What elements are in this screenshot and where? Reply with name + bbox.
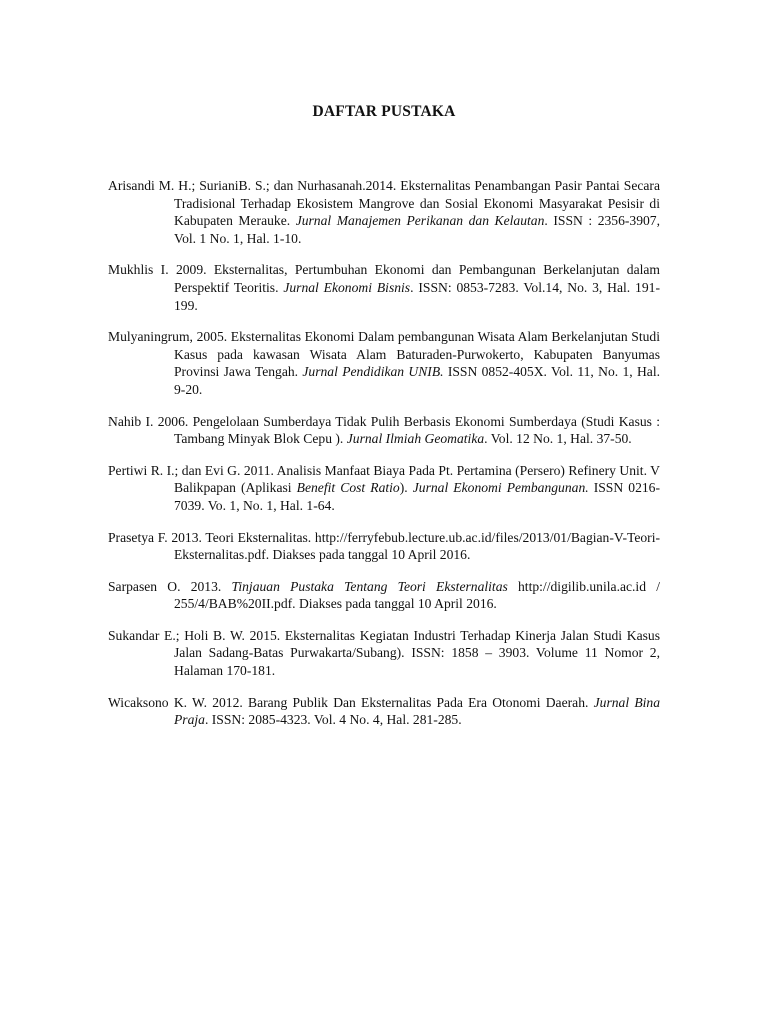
reference-entry [108, 261, 660, 314]
reference-journal: Jurnal Manajemen Perikanan dan Kelautan [295, 213, 545, 229]
reference-text-mid: ). [399, 480, 413, 496]
reference-details: . ISSN: 2085-4323. Vol. 4 No. 4, Hal. 281-285. [204, 712, 462, 728]
reference-text: Wicaksono K. W. 2012. Barang Publik Dan Eksternalitas Pada Era Otonomi Daerah. [108, 694, 594, 710]
reference-details: ISSN 0216-7039. Vo. 1, No. 1, Hal. 1-64. [174, 480, 660, 513]
reference-text: Sukandar E.; Holi B. W. 2015. Eksternalitas Kegiatan Industri Terhadap Kinerja Jalan Studi Kasus Jalan Sadang-Batas Purwakarta/Subang). ISSN: 1858 – 3903. Volume 11 Nomor 2, Halaman 170-181. [108, 627, 660, 679]
reference-text: Pertiwi R. I.; dan Evi G. 2011. Analisis Manfaat Biaya Pada Pt. Pertamina (Persero) Refinery Unit. V Balikpapan (Aplikasi [108, 462, 660, 496]
reference-entry [108, 413, 660, 448]
reference-text: Mulyaningrum, 2005. Eksternalitas Ekonomi Dalam pembangunan Wisata Alam Berkelanjutan Studi Kasus pada kawasan Wisata Alam Baturaden-Purwokerto, Kabupaten Banyumas Provinsi Jawa Tengah. [108, 329, 660, 380]
reference-text: Arisandi M. H.; SurianiB. S.; dan Nurhasanah.2014. Eksternalitas Penambangan Pasir Pantai Secara Tradisional Terhadap Ekosistem Mangrove dan Sosial Ekonomi Masyarakat Pesisir di Kabupaten Merauke. [108, 178, 660, 229]
reference-journal: Tinjauan Pustaka Tentang Teori Eksternalitas [231, 578, 508, 594]
reference-entry [108, 177, 660, 247]
reference-details: . ISSN: 0853-7283. Vol.14, No. 3, Hal. 191-199. [174, 279, 660, 313]
reference-journal: Jurnal Bina Praja [174, 694, 660, 728]
reference-entry [108, 578, 660, 613]
reference-text: Prasetya F. 2013. Teori Eksternalitas. http://ferryfebub.lecture.ub.ac.id/files/2013/01/Bagian-V-Teori-Eksternalitas.pdf. Diakses pada tanggal 10 April 2016. [108, 529, 660, 563]
reference-journal: Jurnal Pendidikan UNIB. [302, 364, 444, 380]
reference-text: Nahib I. 2006. Pengelolaan Sumberdaya Tidak Pulih Berbasis Ekonomi Sumberdaya (Studi Kasus : Tambang Minyak Blok Cepu ). [108, 413, 660, 447]
reference-journal: Jurnal Ekonomi Pembangunan. [412, 480, 589, 496]
reference-text: Sarpasen O. 2013. [108, 578, 232, 594]
page-title: DAFTAR PUSTAKA [312, 103, 456, 120]
reference-entry [108, 627, 660, 680]
reference-details: . Vol. 12 No. 1, Hal. 37-50. [484, 431, 632, 447]
reference-list [108, 177, 660, 743]
reference-entry [108, 694, 660, 729]
reference-entry [108, 529, 660, 564]
reference-details: . ISSN : 2356-3907, Vol. 1 No. 1, Hal. 1-10. [174, 213, 660, 246]
reference-details: http://digilib.unila.ac.id / 255/4/BAB%20II.pdf. Diakses pada tanggal 10 April 2016. [174, 578, 660, 612]
reference-text: Mukhlis I. 2009. Eksternalitas, Pertumbuhan Ekonomi dan Pembangunan Berkelanjutan dalam Perspektif Teoritis. [108, 262, 660, 295]
reference-entry [108, 328, 660, 398]
reference-entry [108, 462, 660, 515]
reference-journal: Jurnal Ekonomi Bisnis [283, 279, 411, 295]
reference-italic-term: Benefit Cost Ratio [296, 480, 400, 496]
reference-details: ISSN 0852-405X. Vol. 11, No. 1, Hal. 9-20. [174, 364, 660, 397]
reference-journal: Jurnal Ilmiah Geomatika [346, 431, 485, 447]
